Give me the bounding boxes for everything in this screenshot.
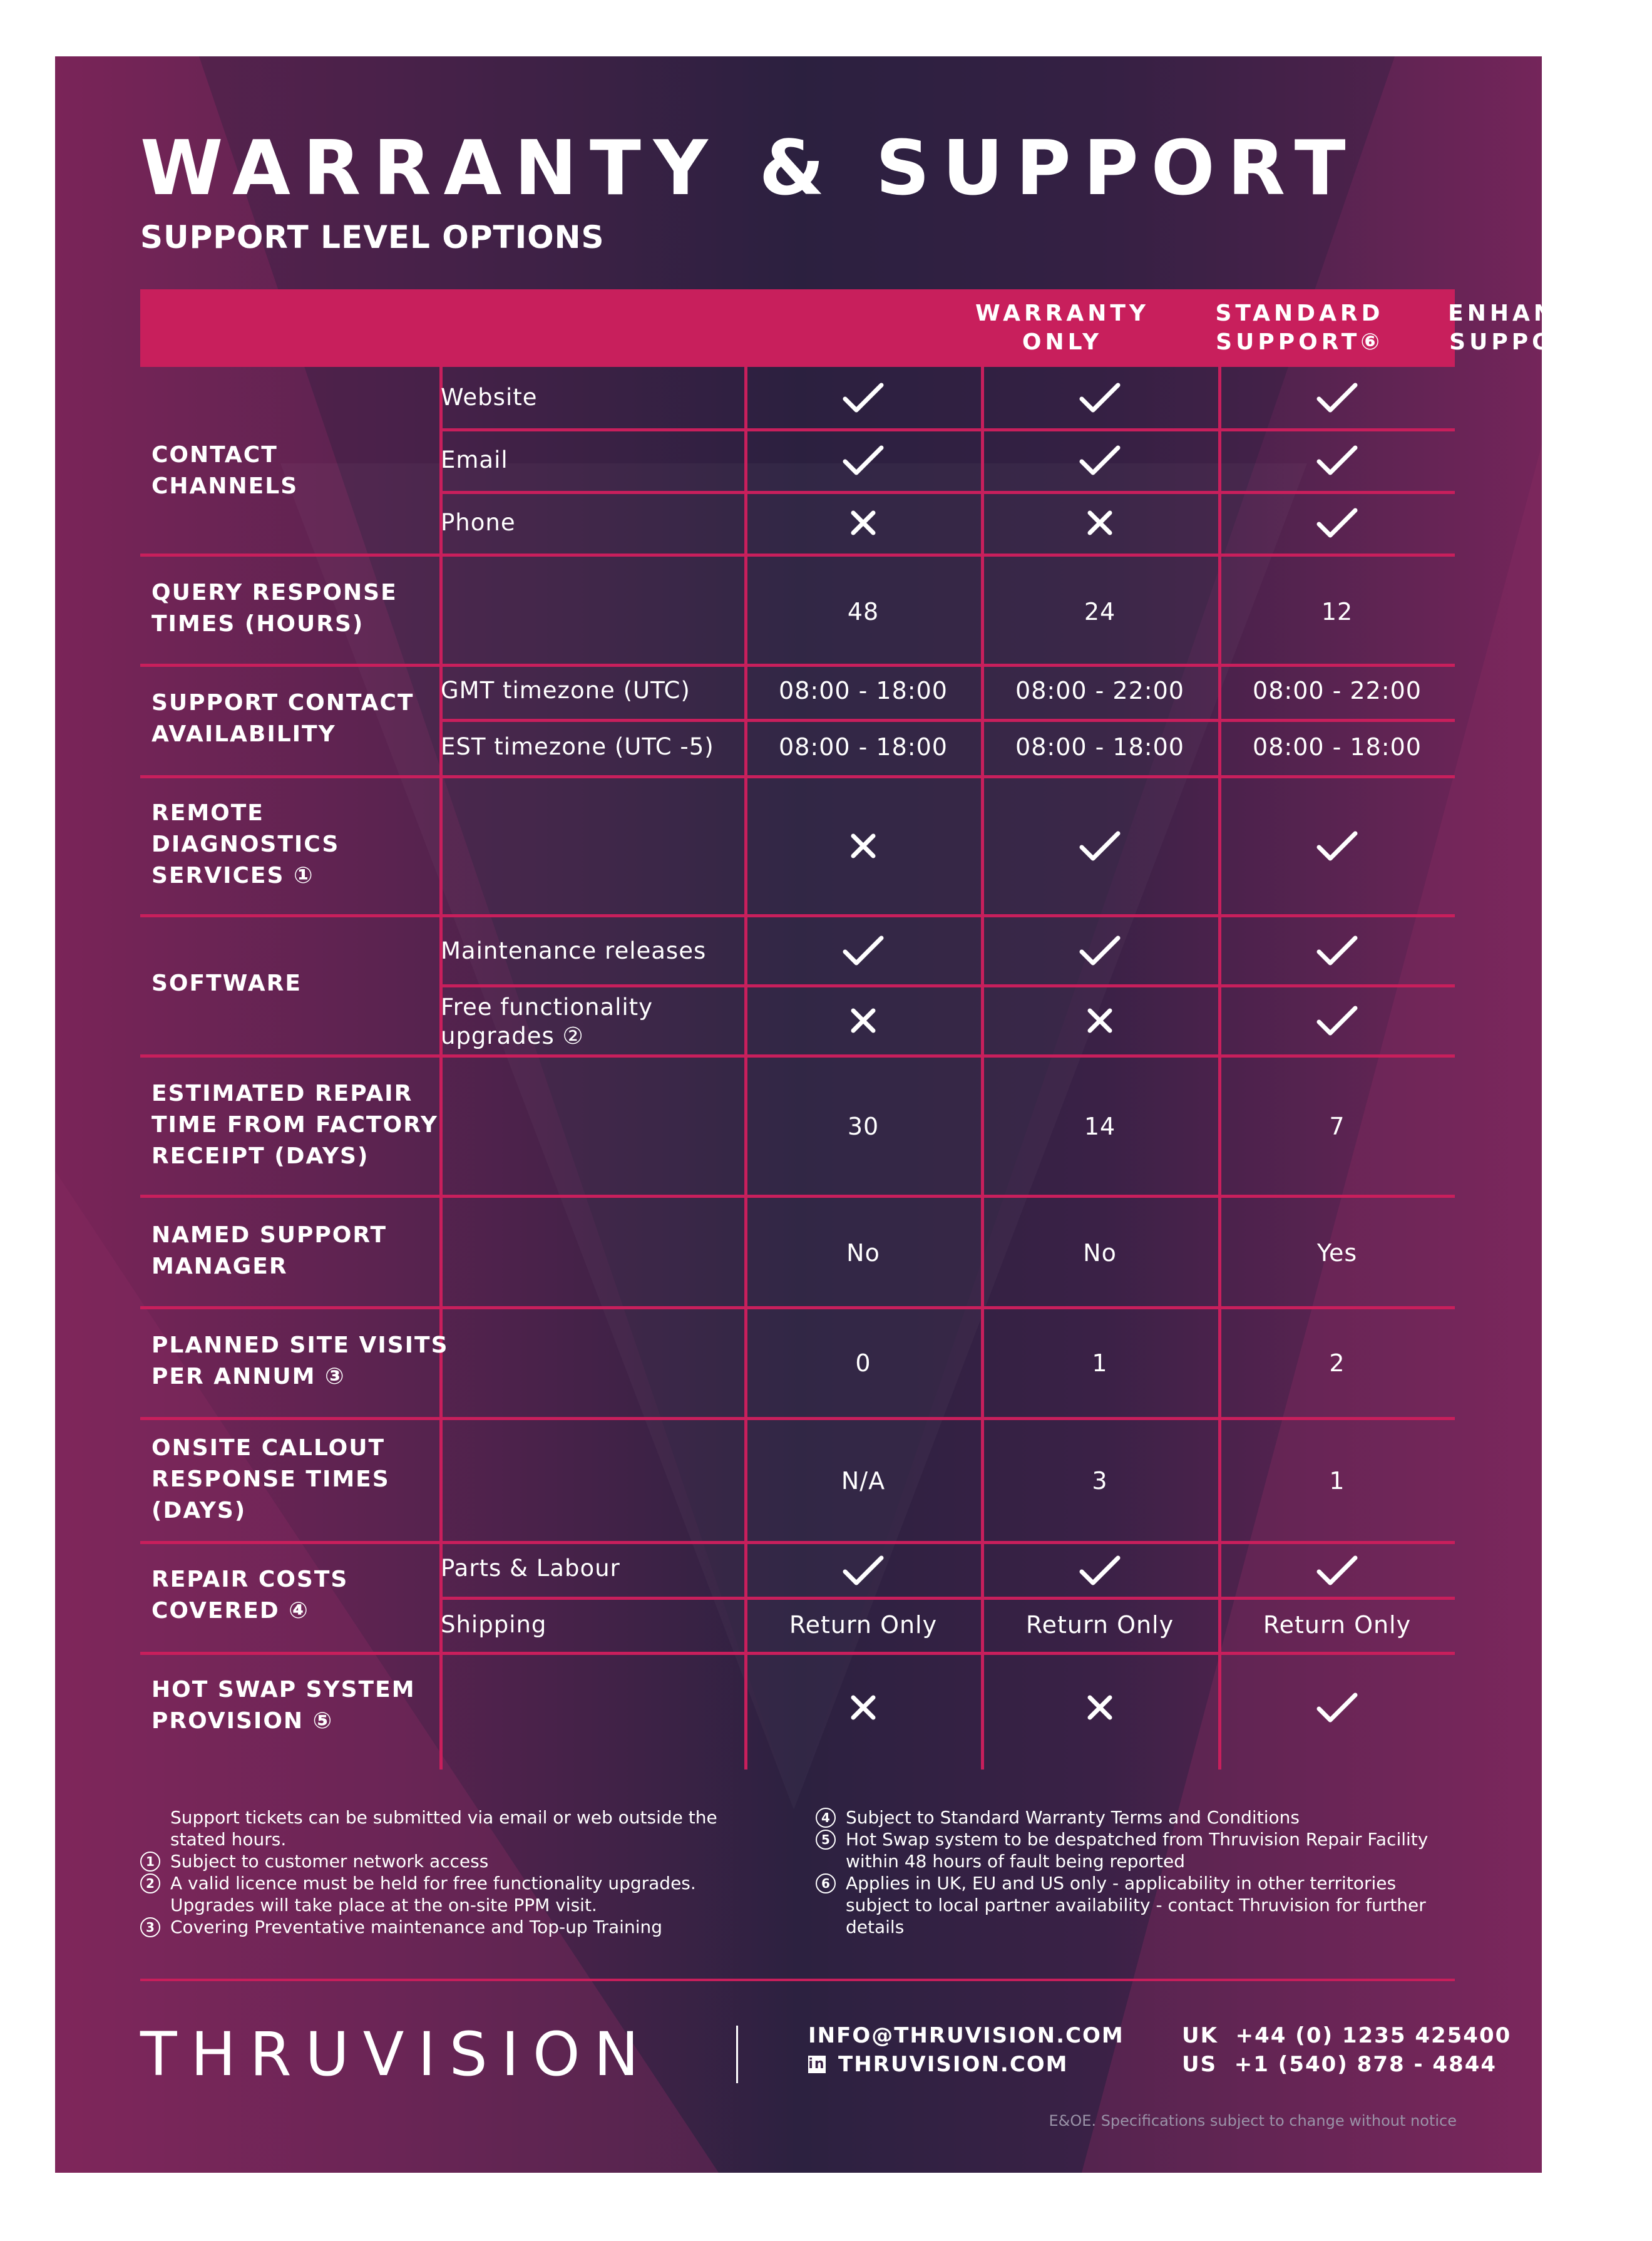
category-onsite-callout — [151, 1433, 390, 1527]
footnote-line: Support tickets can be submitted via email or web outside the — [170, 1807, 717, 1828]
cross-icon — [984, 987, 1216, 1054]
category-line: RESPONSE TIMES — [151, 1466, 390, 1492]
cross-icon — [984, 1654, 1216, 1761]
label-gmt: GMT timezone (UTC) — [441, 677, 690, 704]
footnote-3 — [140, 1916, 816, 1938]
category-line: ESTIMATED REPAIR — [151, 1081, 413, 1106]
label-parts-labour: Parts & Labour — [441, 1555, 620, 1582]
value-cell: 2 — [1329, 1349, 1345, 1377]
category-line: CONTACT — [151, 442, 278, 468]
phone-country-label: UK — [1182, 2023, 1218, 2048]
footnote-number: 1 — [140, 1852, 160, 1872]
label-email: Email — [441, 446, 508, 473]
value-cell: 7 — [1329, 1113, 1345, 1140]
value-cell: 08:00 - 18:00 — [779, 677, 948, 704]
column-title-line1: ENHANCED — [1448, 301, 1618, 326]
linkedin-icon[interactable]: in — [808, 2056, 826, 2072]
value-cell: 08:00 - 22:00 — [1015, 677, 1184, 704]
cross-icon — [747, 987, 979, 1054]
footnote-line: Covering Preventative maintenance and Top-up Training — [170, 1917, 663, 1937]
footnote-line: Hot Swap system to be despatched from Thruvision Repair Facility — [846, 1829, 1429, 1850]
category-line: AVAILABILITY — [151, 721, 336, 747]
value-cell: 30 — [847, 1113, 880, 1140]
value-cell: 12 — [1321, 598, 1353, 626]
category-line: SUPPORT CONTACT — [151, 690, 414, 716]
column-title-line1: WARRANTY — [975, 301, 1149, 326]
website-row — [808, 2050, 1124, 2079]
footnote-number: 6 — [816, 1873, 836, 1893]
footnote-number: 3 — [140, 1917, 160, 1937]
cross-icon — [747, 778, 979, 914]
category-line: SERVICES ① — [151, 863, 314, 889]
footer-phone-numbers — [1182, 2021, 1511, 2079]
footnote-number: 2 — [140, 1873, 160, 1893]
row-divider — [140, 1306, 1455, 1309]
label-line: Free functionality — [441, 994, 654, 1021]
column-title-line2: SUPPORT⑥ — [1449, 329, 1617, 355]
category-line: MANAGER — [151, 1254, 288, 1279]
category-line: RECEIPT (DAYS) — [151, 1143, 369, 1169]
check-icon — [984, 1544, 1216, 1597]
footer-contact-links — [808, 2021, 1124, 2079]
footnotes-left — [140, 1806, 816, 1938]
website-link[interactable]: THRUVISION.COM — [838, 2052, 1069, 2077]
label-website: Website — [441, 384, 538, 411]
footer-vertical-divider — [736, 2026, 738, 2083]
row-divider — [140, 1054, 1455, 1058]
value-cell: 48 — [847, 598, 880, 626]
value-cell: 3 — [1092, 1467, 1108, 1495]
check-icon — [1221, 367, 1453, 428]
label-est: EST timezone (UTC -5) — [441, 733, 714, 760]
check-icon — [1221, 917, 1453, 984]
row-divider — [439, 719, 1455, 722]
cross-icon — [747, 1654, 979, 1761]
column-title-line1: STANDARD — [1215, 301, 1384, 326]
category-line: REMOTE — [151, 800, 264, 826]
category-line: TIME FROM FACTORY — [151, 1112, 438, 1138]
category-software — [151, 968, 302, 999]
value-cell: N/A — [841, 1467, 886, 1495]
category-query-response — [151, 577, 398, 640]
category-repair-costs — [151, 1564, 348, 1627]
footnote-line: Subject to Standard Warranty Terms and Conditions — [846, 1807, 1300, 1828]
value-cell: 1 — [1092, 1349, 1108, 1377]
category-line: SOFTWARE — [151, 971, 302, 996]
category-line: PLANNED SITE VISITS — [151, 1332, 449, 1358]
value-cell: 08:00 - 18:00 — [1015, 733, 1184, 761]
page-title: WARRANTY & SUPPORT — [140, 125, 1358, 212]
category-hot-swap — [151, 1674, 416, 1737]
value-cell: 24 — [1084, 598, 1116, 626]
label-line: upgrades ② — [441, 1023, 584, 1049]
value-cell: Yes — [1316, 1239, 1358, 1267]
value-cell: 1 — [1329, 1467, 1345, 1495]
category-line: DIAGNOSTICS — [151, 832, 340, 857]
check-icon — [1221, 987, 1453, 1054]
column-warranty-only — [947, 289, 1178, 367]
footnote-number: 5 — [816, 1830, 836, 1850]
phone-country-label: US — [1182, 2052, 1218, 2077]
value-cell: 0 — [855, 1349, 871, 1377]
footnote-2 — [140, 1872, 816, 1916]
category-line: REPAIR COSTS — [151, 1567, 349, 1592]
cross-icon — [984, 492, 1216, 554]
row-divider — [140, 1417, 1455, 1420]
check-icon — [984, 367, 1216, 428]
check-icon — [1221, 1544, 1453, 1597]
category-line: QUERY RESPONSE — [151, 580, 398, 605]
footnote-intro — [140, 1806, 816, 1850]
value-cell: 14 — [1084, 1113, 1116, 1140]
footnote-number: 4 — [816, 1808, 836, 1828]
value-cell: 08:00 - 18:00 — [1253, 733, 1422, 761]
category-line: ONSITE CALLOUT — [151, 1435, 386, 1461]
check-icon — [747, 430, 979, 491]
check-icon — [1221, 430, 1453, 491]
row-divider — [140, 1195, 1455, 1198]
row-divider — [140, 664, 1455, 667]
value-cell: Return Only — [1263, 1611, 1412, 1639]
phone-number[interactable]: +44 (0) 1235 425400 — [1235, 2023, 1512, 2048]
category-named-support-manager — [151, 1220, 387, 1282]
category-line: HOT SWAP SYSTEM — [151, 1677, 416, 1703]
footer-divider — [140, 1979, 1455, 1981]
phone-number[interactable]: +1 (540) 878 - 4844 — [1234, 2052, 1497, 2077]
check-icon — [1221, 492, 1453, 554]
footnote-line: Applies in UK, EU and US only - applicability in other territories — [846, 1873, 1397, 1893]
footnote-6 — [816, 1872, 1479, 1938]
footnote-line: A valid licence must be held for free functionality upgrades. — [170, 1873, 696, 1893]
category-line: PROVISION ⑤ — [151, 1708, 334, 1734]
column-enhanced-support — [1414, 289, 1652, 367]
check-icon — [984, 917, 1216, 984]
category-estimated-repair-time — [151, 1078, 438, 1172]
phone-us — [1182, 2050, 1511, 2079]
category-support-availability — [151, 688, 414, 750]
disclaimer: E&OE. Specifications subject to change without notice — [1049, 2112, 1457, 2130]
check-icon — [984, 430, 1216, 491]
label-shipping: Shipping — [441, 1611, 547, 1638]
category-line: NAMED SUPPORT — [151, 1222, 387, 1248]
check-icon — [984, 778, 1216, 914]
category-remote-diagnostics — [151, 798, 339, 892]
check-icon — [1221, 778, 1453, 914]
thruvision-logo: THRUVISION — [140, 2019, 653, 2089]
category-planned-site-visits — [151, 1330, 449, 1393]
category-line: (DAYS) — [151, 1498, 247, 1523]
check-icon — [1221, 1654, 1453, 1761]
label-maintenance-releases: Maintenance releases — [441, 937, 707, 964]
category-line: PER ANNUM ③ — [151, 1364, 346, 1389]
email-link[interactable]: INFO@THRUVISION.COM — [808, 2023, 1124, 2048]
table-header — [140, 289, 1618, 367]
cross-icon — [747, 492, 979, 554]
footnote-line: details — [846, 1917, 905, 1937]
footnote-line: subject to local partner availability - contact Thruvision for further — [846, 1895, 1426, 1915]
value-cell: No — [846, 1239, 880, 1267]
footnote-line: within 48 hours of fault being reported — [846, 1851, 1186, 1872]
label-phone: Phone — [441, 509, 516, 536]
category-line: CHANNELS — [151, 473, 299, 499]
category-line: COVERED ④ — [151, 1598, 309, 1624]
value-cell: No — [1083, 1239, 1117, 1267]
footnote-5 — [816, 1828, 1479, 1872]
check-icon — [747, 917, 979, 984]
page-subtitle: SUPPORT LEVEL OPTIONS — [140, 219, 605, 255]
footnote-line: stated hours. — [170, 1829, 287, 1850]
footnote-4 — [816, 1806, 1479, 1828]
category-contact-channels — [151, 440, 298, 502]
footnote-1 — [140, 1850, 816, 1872]
value-cell: 08:00 - 22:00 — [1253, 677, 1422, 704]
column-title-line2: SUPPORT⑥ — [1216, 329, 1383, 355]
row-divider — [140, 554, 1455, 557]
column-standard-support — [1184, 289, 1415, 367]
footnote-line: Subject to customer network access — [170, 1851, 489, 1872]
phone-uk — [1182, 2021, 1511, 2050]
category-line: TIMES (HOURS) — [151, 611, 364, 637]
check-icon — [747, 1544, 979, 1597]
footnotes-right — [816, 1806, 1479, 1938]
value-cell: 08:00 - 18:00 — [779, 733, 948, 761]
column-title-line2: ONLY — [1022, 329, 1103, 355]
value-cell: Return Only — [789, 1611, 938, 1639]
value-cell: Return Only — [1025, 1611, 1174, 1639]
check-icon — [747, 367, 979, 428]
warranty-sheet — [55, 56, 1618, 2173]
footnote-line: Upgrades will take place at the on-site PPM visit. — [170, 1895, 597, 1915]
row-divider — [439, 1597, 1455, 1600]
label-free-upgrades — [441, 993, 653, 1051]
